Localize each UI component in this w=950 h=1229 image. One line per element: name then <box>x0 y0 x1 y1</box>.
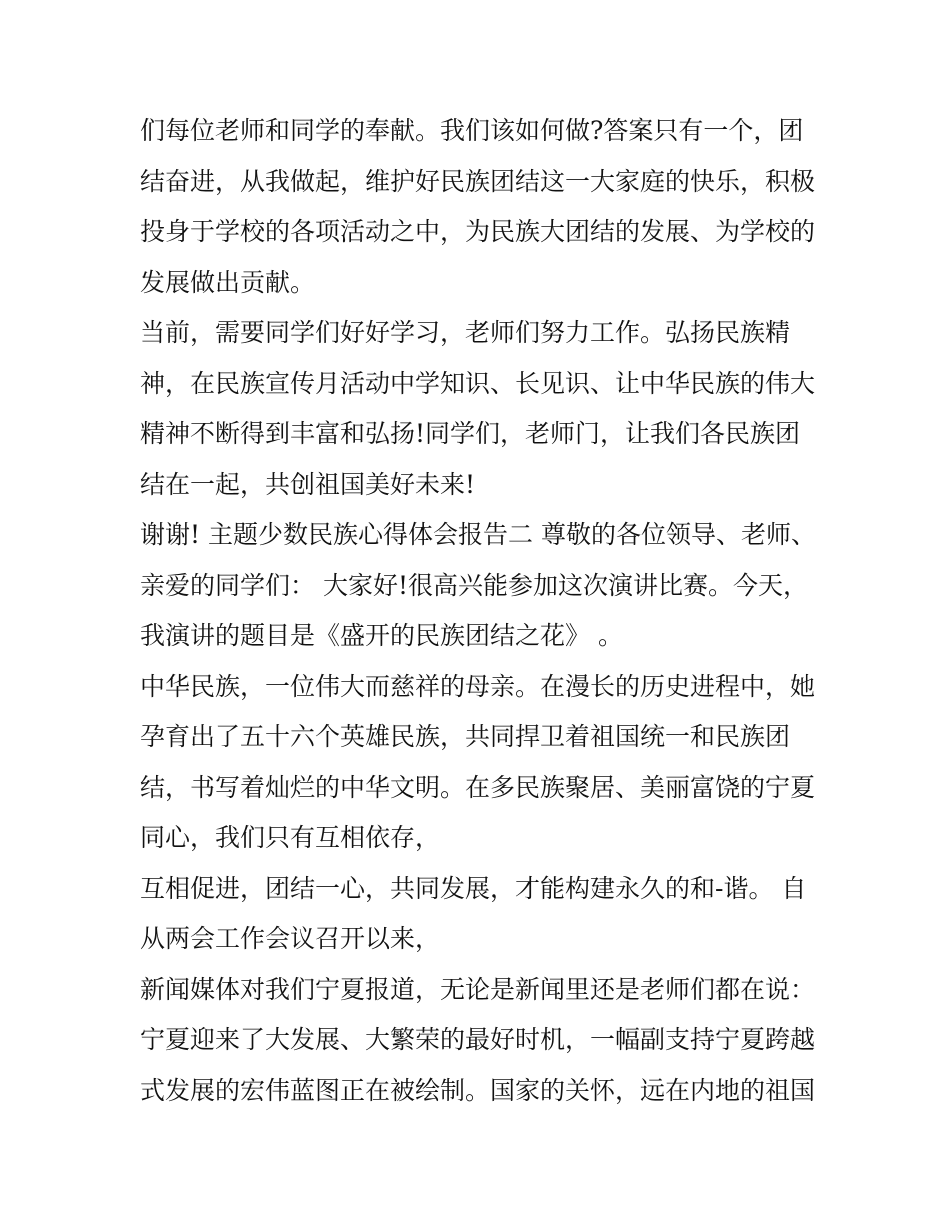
text-line: 结在一起，共创祖国美好未来! <box>140 469 476 499</box>
text-line: 我演讲的题目是《盛开的民族团结之花》 。 <box>140 621 623 650</box>
text-line: 结，书写着灿烂的中华文明。在多民族聚居、美丽富饶的宁夏 <box>140 772 816 802</box>
text-line: 从两会工作会议召开以来， <box>140 924 441 953</box>
text-line: 投身于学校的各项活动之中，为民族大团结的发展、为学校的 <box>140 217 816 246</box>
text-line: 新闻媒体对我们宁夏报道，无论是新闻里还是老师们都在说： <box>140 974 816 1004</box>
text-line: 神，在民族宣传月活动中学知识、长见识、让中华民族的伟大 <box>140 368 816 398</box>
text-line: 们每位老师和同学的奉献。我们该如何做?答案只有一个，团 <box>140 116 804 145</box>
text-line: 发展做出贡献。 <box>140 267 316 297</box>
document-body <box>140 106 820 1116</box>
text-line: 当前，需要同学们好好学习，老师们努力工作。弘扬民族精 <box>140 318 791 347</box>
text-line: 孕育出了五十六个英雄民族，共同捍卫着祖国统一和民族团 <box>140 722 791 751</box>
text-line: 谢谢! 主题少数民族心得体会报告二 尊敬的各位领导、老师、 <box>140 520 816 549</box>
text-line: 亲爱的同学们： 大家好!很高兴能参加这次演讲比赛。今天， <box>140 570 808 600</box>
text-line: 互相促进，团结一心，共同发展，才能构建永久的和-谐。 自 <box>140 873 807 903</box>
text-line: 中华民族，一位伟大而慈祥的母亲。在漫长的历史进程中，她 <box>140 671 816 701</box>
text-line: 式发展的宏伟蓝图正在被绘制。国家的关怀，远在内地的祖国 <box>140 1075 816 1105</box>
text-line: 精神不断得到丰富和弘扬!同学们，老师门，让我们各民族团 <box>140 419 801 448</box>
text-line: 结奋进，从我做起，维护好民族团结这一大家庭的快乐，积极 <box>140 166 816 196</box>
text-line: 同心，我们只有互相依存， <box>140 823 441 852</box>
text-line: 宁夏迎来了大发展、大繁荣的最好时机，一幅副支持宁夏跨越 <box>140 1025 816 1054</box>
